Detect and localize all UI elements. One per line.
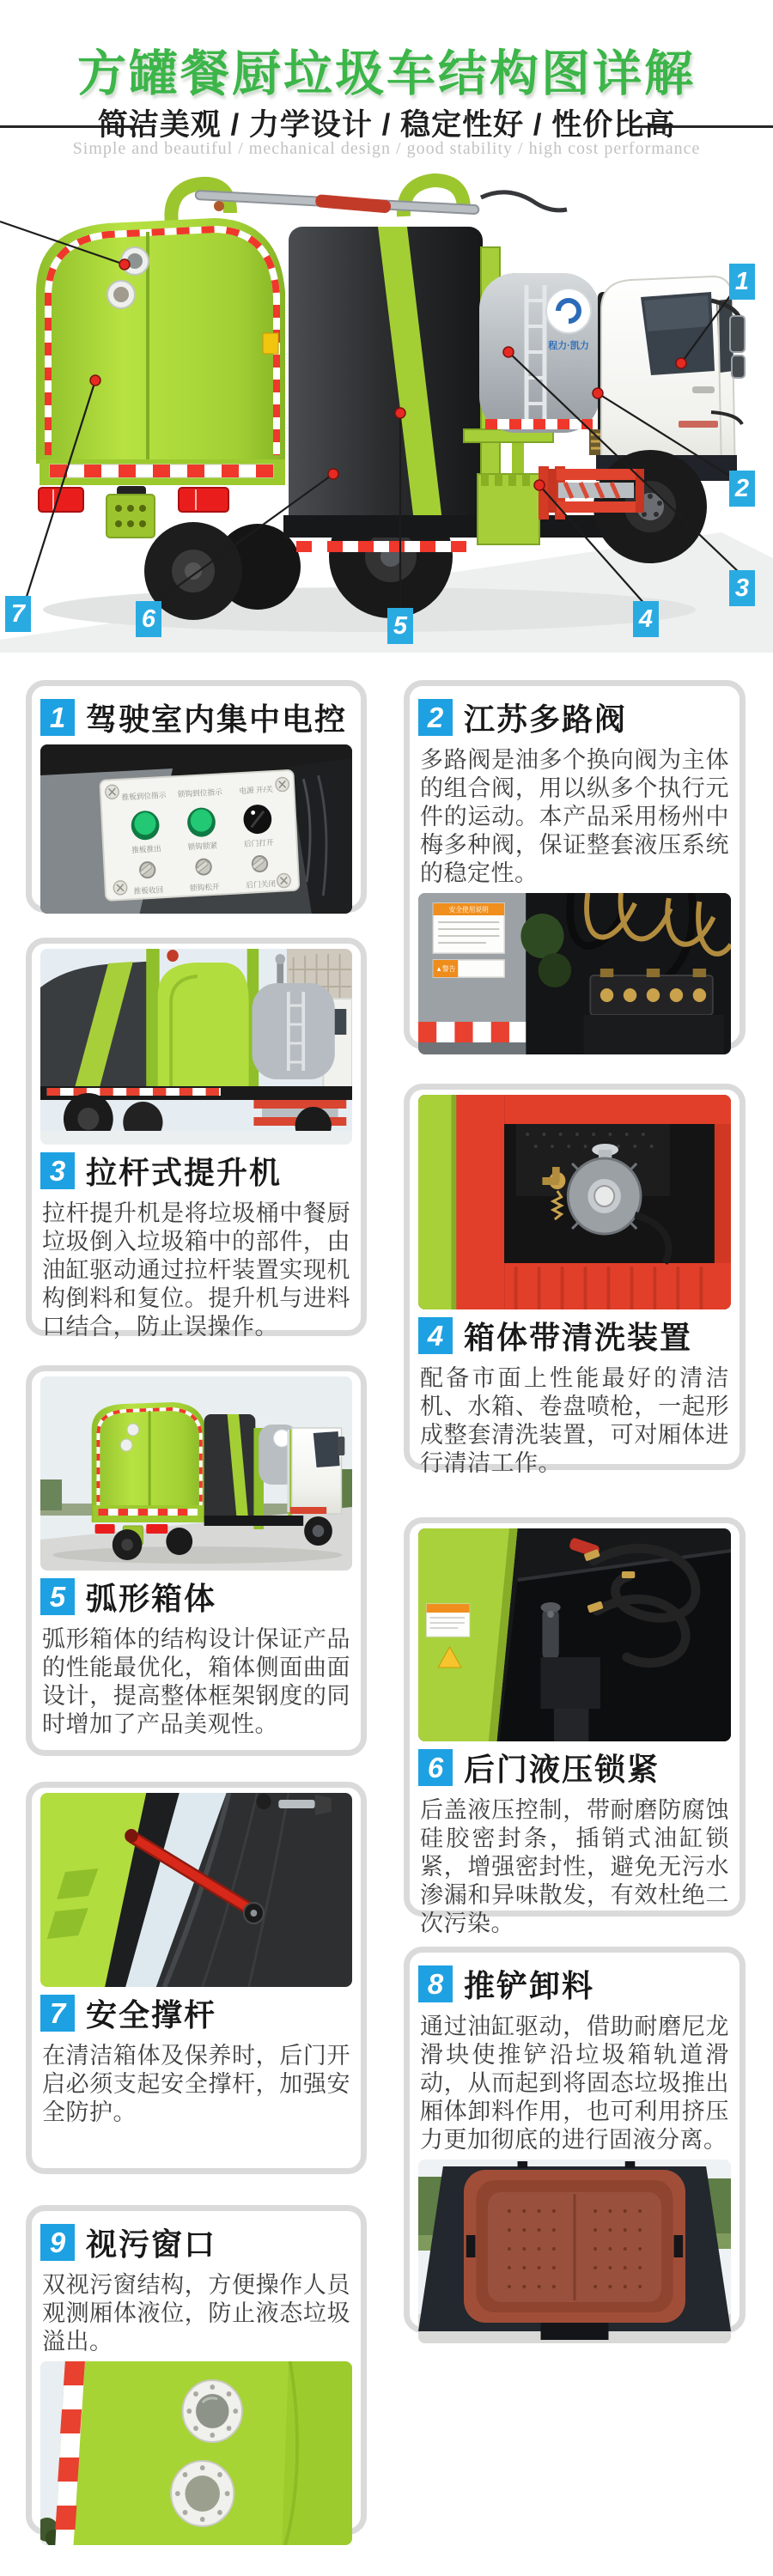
section-2-text: 多路阀是油多个换向阀为主体的组合阀，用以纵多个执行元件的运动。本产品采用杨州中梅多种阀，保证整套液压系统的稳定性。 — [420, 747, 729, 886]
callout-6: 6 — [136, 601, 161, 637]
section-2-badge: 2 — [418, 699, 453, 736]
callout-3: 3 — [729, 570, 755, 606]
sight-window-upper — [183, 2380, 242, 2442]
gray-tank — [479, 273, 600, 433]
section-card-9 — [26, 2205, 367, 2535]
photo-lifter-side-view — [40, 949, 352, 1145]
truck-illustration — [0, 172, 773, 653]
page-title: 方罐餐厨垃圾车结构图详解 — [77, 46, 696, 101]
panel-indicator1-label: 推板到位指示 — [121, 790, 167, 802]
section-5-header — [40, 1575, 352, 1619]
section-8-text: 通过油缸驱动，借助耐磨尼龙滑块使推铲沿垃圾箱轨道滑动，从而起到将固态垃圾推出厢体卸料作用，也可利用挤压力更加彻底的进行固液分离。 — [420, 2014, 729, 2153]
side-step — [548, 469, 644, 513]
section-2-title: 江苏多路阀 — [464, 702, 628, 737]
section-6-header — [418, 1746, 731, 1789]
photo-hydraulic-lock-hoses — [418, 1528, 731, 1741]
section-card-2 — [404, 680, 746, 1049]
safety-sticker-title: 安全使用说明 — [448, 905, 489, 914]
section-card-3 — [26, 938, 367, 1340]
warn-sticker-title: ▲警告 — [435, 964, 456, 974]
section-3-header — [40, 1149, 352, 1193]
page-subtitle: 简洁美观 / 力学设计 / 稳定性好 / 性价比高 — [97, 108, 676, 142]
section-4-text: 配备市面上性能最好的清洁机、水箱、卷盘喷枪，一起形成整套清洗装置，可对厢体进行清洁工作。 — [420, 1365, 729, 1476]
section-4-badge: 4 — [418, 1317, 453, 1354]
hero-structure-figure — [0, 172, 773, 653]
section-card-8 — [404, 1947, 746, 2333]
sight-window-lower — [171, 2461, 234, 2526]
section-7-text: 在清洁箱体及保养时，后门开启必须支起安全撑杆，加强安全防护。 — [42, 2043, 350, 2125]
section-1-header — [40, 696, 352, 739]
top-hydraulics — [171, 180, 567, 223]
callout-5: 5 — [387, 608, 413, 644]
photo-arc-body-truck — [40, 1376, 352, 1571]
panel-mid1-label: 推板推出 — [131, 844, 162, 855]
section-card-1 — [26, 680, 367, 913]
section-7-header — [40, 1991, 352, 2035]
section-1-title: 驾驶室内集中电控 — [86, 702, 348, 737]
section-5-badge: 5 — [40, 1578, 75, 1615]
section-card-5 — [26, 1365, 367, 1756]
panel-bottom2-label: 锁钩松开 — [189, 882, 220, 893]
section-7-title: 安全撑杆 — [86, 1997, 217, 2032]
section-7-badge: 7 — [40, 1995, 75, 2032]
section-9-header — [40, 2221, 352, 2264]
callout-7: 7 — [5, 596, 31, 632]
panel-bottom3-label: 后门关闭 — [246, 878, 277, 890]
section-3-badge: 3 — [40, 1152, 75, 1189]
callout-2: 2 — [729, 471, 755, 507]
section-card-6 — [404, 1517, 746, 1936]
panel-bottom1-label: 推板收回 — [133, 885, 164, 896]
section-3-text: 拉杆提升机是将垃圾桶中餐厨垃圾倒入垃圾箱中的部件，由油缸驱动通过拉杆装置实现机构倒料和复位。提升机与进料口结合，防止误操作。 — [42, 1200, 350, 1340]
section-6-text: 后盖液压控制，带耐磨防腐蚀硅胶密封条，插销式油缸锁紧，增强密封性，避免无污水渗漏和异味散发，有效杜绝二次污染。 — [420, 1797, 729, 1936]
section-4-title: 箱体带清洗装置 — [464, 1320, 693, 1355]
hopper-body — [289, 227, 483, 552]
section-1-badge: 1 — [40, 699, 75, 736]
panel-indicator2-label: 锁钩到位指示 — [177, 787, 222, 799]
photo-open-box-interior — [418, 2160, 731, 2343]
section-4-header — [418, 1314, 731, 1358]
section-5-title: 弧形箱体 — [86, 1581, 217, 1616]
panel-mid3-label: 后门打开 — [243, 837, 274, 849]
section-5-text: 弧形箱体的结构设计保证产品的性能最优化，箱体侧面曲面设计，提高整体框架钢度的同时增加了产品美观性。 — [42, 1626, 350, 1737]
callout-4: 4 — [633, 601, 659, 637]
photo-sight-windows — [40, 2361, 352, 2545]
section-card-4 — [404, 1084, 746, 1476]
section-9-text: 双视污窗结构，方便操作人员观测厢体液位，防止液态垃圾溢出。 — [42, 2272, 350, 2354]
section-card-7 — [26, 1782, 367, 2174]
section-2-header — [418, 696, 731, 739]
brand-logo-text: 程力·凯力 — [548, 341, 589, 351]
section-9-title: 视污窗口 — [86, 2227, 217, 2262]
section-6-title: 后门液压锁紧 — [464, 1752, 660, 1787]
section-8-header — [418, 1962, 731, 2006]
photo-multiway-valve — [418, 893, 731, 1054]
section-6-badge: 6 — [418, 1749, 453, 1786]
panel-mid2-label: 锁钩锁紧 — [187, 841, 218, 852]
section-8-badge: 8 — [418, 1965, 453, 2002]
section-3-title: 拉杆式提升机 — [86, 1155, 283, 1190]
section-8-title: 推铲卸料 — [464, 1968, 595, 2003]
section-9-badge: 9 — [40, 2224, 75, 2261]
photo-washing-device — [418, 1095, 731, 1309]
panel-power-label: 电源 开/关 — [239, 784, 274, 796]
photo-cab-control-panel — [40, 744, 352, 914]
photo-safety-rod — [40, 1793, 352, 1987]
callout-1: 1 — [729, 264, 755, 300]
rear-tank — [36, 218, 285, 538]
page-subtitle-en: Simple and beautiful / mechanical design / good stability / high cost performance — [72, 139, 701, 158]
